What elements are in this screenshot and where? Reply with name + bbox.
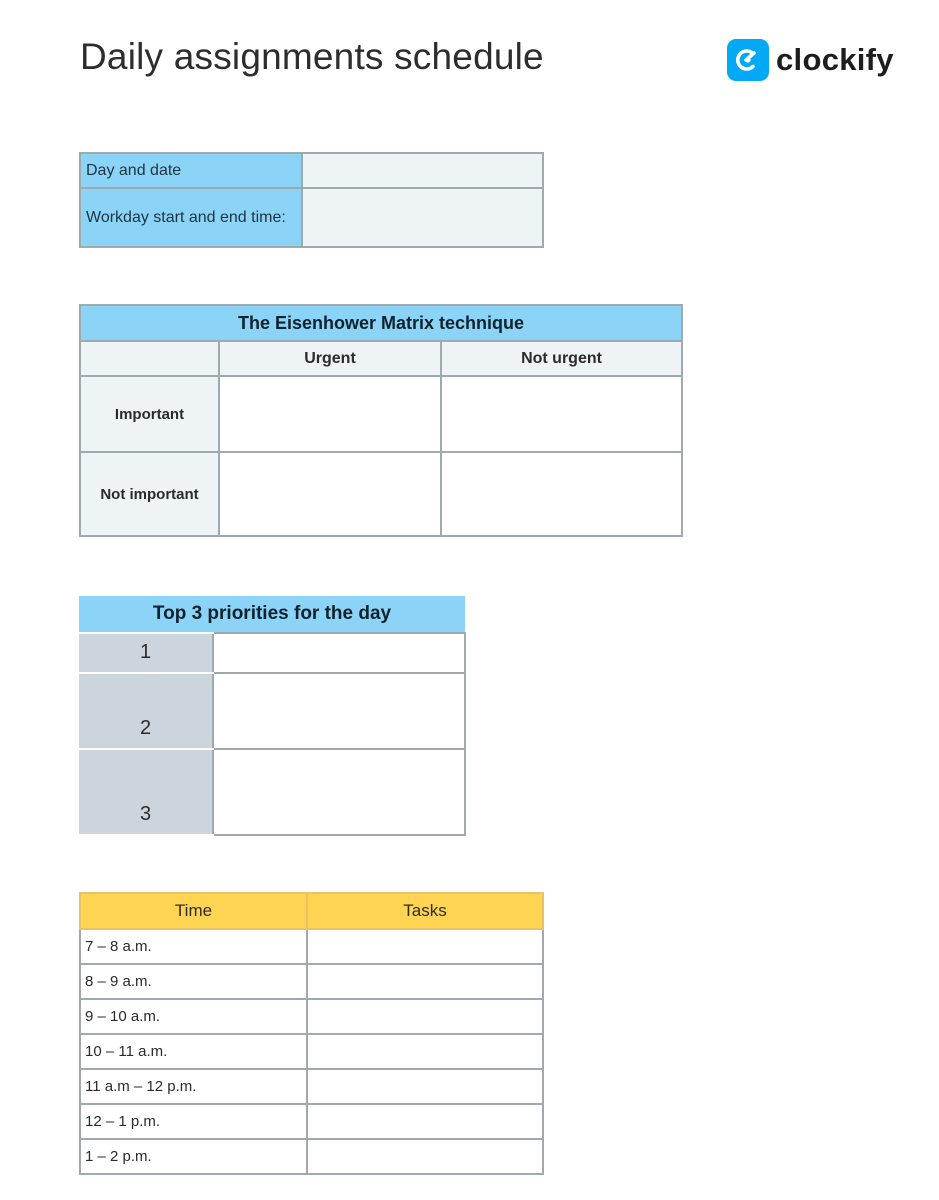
day-and-date-label: Day and date (80, 153, 302, 188)
time-slot: 7 – 8 a.m. (80, 929, 307, 964)
task-field[interactable] (307, 1104, 543, 1139)
table-row (80, 188, 543, 247)
day-info-table (79, 152, 544, 248)
table-row (80, 929, 543, 964)
important-urgent-cell[interactable] (219, 376, 441, 452)
table-row (80, 1139, 543, 1174)
table-row (80, 1069, 543, 1104)
time-slot: 10 – 11 a.m. (80, 1034, 307, 1069)
time-slot: 1 – 2 p.m. (80, 1139, 307, 1174)
priorities-title: Top 3 priorities for the day (79, 596, 465, 633)
table-row (80, 1034, 543, 1069)
task-field[interactable] (307, 1034, 543, 1069)
time-slot: 12 – 1 p.m. (80, 1104, 307, 1139)
task-field[interactable] (307, 929, 543, 964)
table-row (80, 964, 543, 999)
column-header-not-urgent: Not urgent (441, 341, 682, 376)
priority-field[interactable] (213, 749, 465, 835)
priority-number: 2 (79, 673, 213, 749)
not-important-not-urgent-cell[interactable] (441, 452, 682, 536)
important-not-urgent-cell[interactable] (441, 376, 682, 452)
table-row (79, 673, 465, 749)
table-row (80, 376, 682, 452)
task-field[interactable] (307, 999, 543, 1034)
table-row (80, 893, 543, 929)
priority-number: 3 (79, 749, 213, 835)
column-header-urgent: Urgent (219, 341, 441, 376)
row-header-not-important: Not important (80, 452, 219, 536)
clockify-logo-icon (727, 39, 769, 81)
table-row (80, 153, 543, 188)
priority-field[interactable] (213, 633, 465, 673)
task-field[interactable] (307, 964, 543, 999)
row-header-important: Important (80, 376, 219, 452)
column-header-tasks: Tasks (307, 893, 543, 929)
priority-number: 1 (79, 633, 213, 673)
task-field[interactable] (307, 1139, 543, 1174)
clockify-logo (727, 39, 894, 81)
workday-time-field[interactable] (302, 188, 543, 247)
logo-text: clockify (776, 42, 894, 77)
matrix-corner-cell (80, 341, 219, 376)
hourly-schedule-table (79, 892, 544, 1175)
table-row (80, 1104, 543, 1139)
eisenhower-matrix-table (79, 304, 683, 537)
table-row (80, 341, 682, 376)
column-header-time: Time (80, 893, 307, 929)
task-field[interactable] (307, 1069, 543, 1104)
time-slot: 9 – 10 a.m. (80, 999, 307, 1034)
table-row (80, 999, 543, 1034)
time-slot: 8 – 9 a.m. (80, 964, 307, 999)
workday-time-label: Workday start and end time: (80, 188, 302, 247)
not-important-urgent-cell[interactable] (219, 452, 441, 536)
table-row (80, 305, 682, 341)
table-row (79, 749, 465, 835)
eisenhower-title: The Eisenhower Matrix technique (80, 305, 682, 341)
time-slot: 11 a.m – 12 p.m. (80, 1069, 307, 1104)
day-and-date-field[interactable] (302, 153, 543, 188)
table-row (79, 596, 465, 633)
page-title: Daily assignments schedule (80, 36, 544, 77)
priority-field[interactable] (213, 673, 465, 749)
table-row (79, 633, 465, 673)
top-priorities-table (79, 596, 466, 836)
table-row (80, 452, 682, 536)
